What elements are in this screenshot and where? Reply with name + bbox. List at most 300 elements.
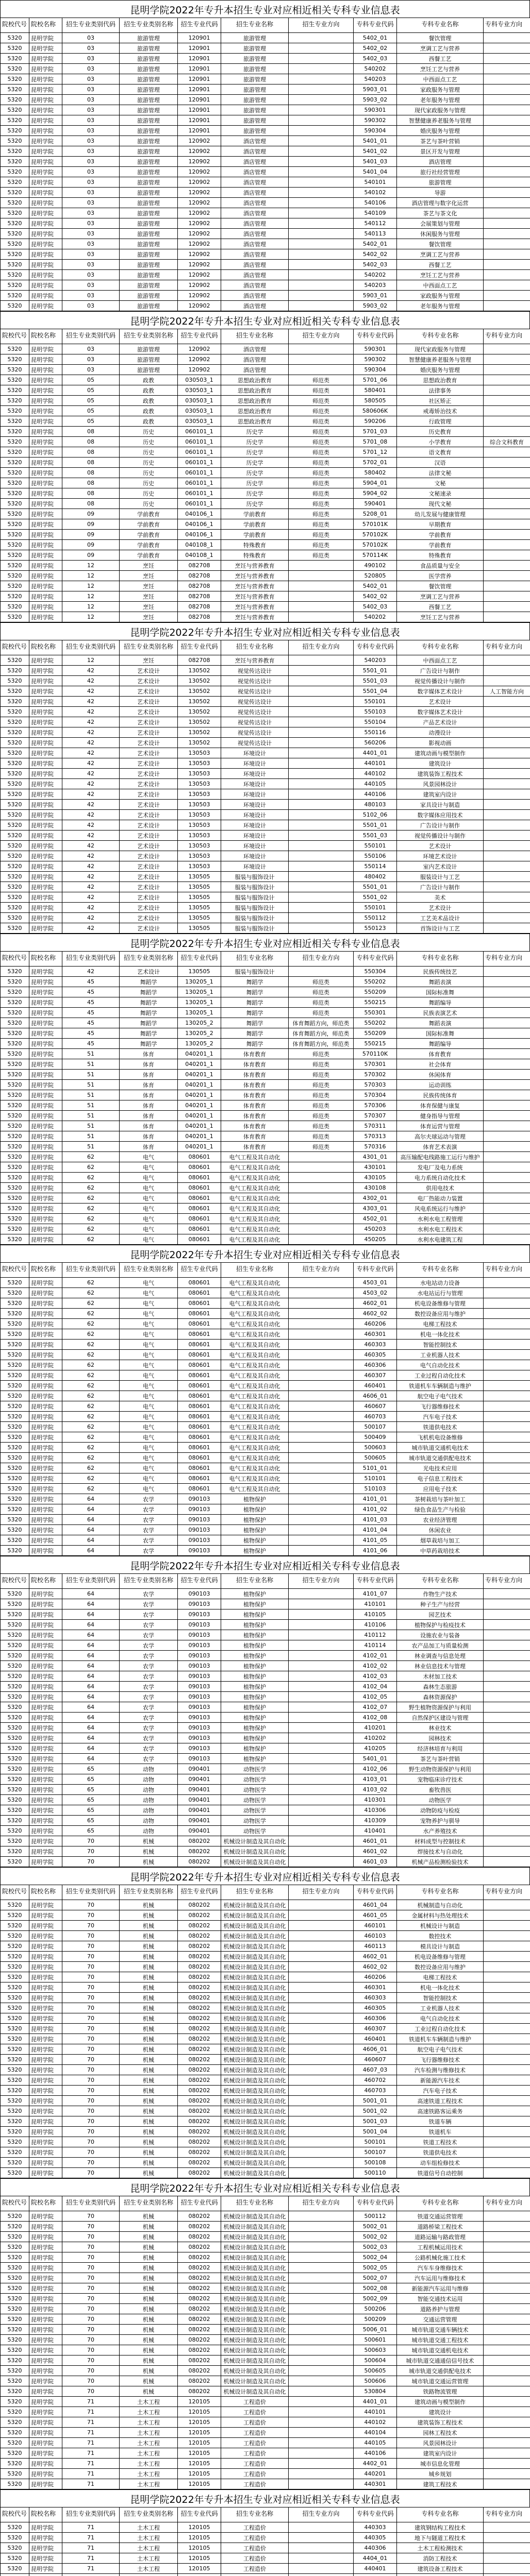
table-cell <box>289 2283 354 2294</box>
table-cell: 昆明学院 <box>29 2222 62 2232</box>
table-cell: 51 <box>62 1121 120 1131</box>
table-cell: 70 <box>62 2273 120 2283</box>
column-header: 招生专业类别名称 <box>120 329 178 344</box>
table-cell: 5320 <box>1 1525 29 1535</box>
table-cell: 师范类 <box>289 457 354 468</box>
table-row <box>1 2222 530 2232</box>
table-cell: 5320 <box>1 1224 29 1234</box>
table-cell <box>484 612 530 622</box>
table-row <box>1 1982 530 1993</box>
table-cell: 5320 <box>1 571 29 581</box>
table-cell: 道路运输与路政管理 <box>397 2232 484 2242</box>
table-cell: 休闲服务与管理 <box>397 229 484 239</box>
table-cell: 电气 <box>120 1193 178 1204</box>
table-cell: 090103 <box>178 1504 221 1515</box>
table-cell: 昆明学院 <box>29 1193 62 1204</box>
table-cell: 师范类 <box>289 406 354 416</box>
table-cell: 5320 <box>1 1589 29 1599</box>
table-cell: 5320 <box>1 1401 29 1412</box>
table-cell: 03 <box>62 239 120 249</box>
table-cell <box>289 1484 354 1494</box>
table-cell: 03 <box>62 115 120 126</box>
table-cell: 080601 <box>178 1319 221 1329</box>
table-row <box>1 1609 530 1620</box>
table-cell: 昆明学院 <box>29 1162 62 1173</box>
table-row <box>1 2304 530 2314</box>
table-cell <box>484 1039 530 1049</box>
table-cell <box>484 1620 530 1630</box>
table-cell: 师范类 <box>289 1008 354 1018</box>
table-cell: 090103 <box>178 1525 221 1535</box>
table-cell: 思想政治教育 <box>221 406 289 416</box>
table-cell: 5401_04 <box>354 167 397 177</box>
column-header: 专科专业方向 <box>484 2507 530 2522</box>
table-cell: 12 <box>62 612 120 622</box>
table-cell: 090401 <box>178 1826 221 1836</box>
table-row <box>1 1224 530 1234</box>
table-cell: 电气工程及其自动化 <box>221 1234 289 1245</box>
table-cell: 5320 <box>1 437 29 447</box>
table-cell: 产品艺术设计 <box>397 717 484 727</box>
table-cell: 昆明学院 <box>29 591 62 602</box>
table-row <box>1 2407 530 2417</box>
table-cell: 5320 <box>1 84 29 95</box>
table-row <box>1 1319 530 1329</box>
table-cell: 130502 <box>178 697 221 707</box>
table-cell: 学前教育 <box>397 530 484 540</box>
table-cell <box>289 2044 354 2055</box>
table-cell: 5320 <box>1 2522 29 2533</box>
table-cell: 昆明学院 <box>29 2428 62 2438</box>
table-cell: 120105 <box>178 2522 221 2533</box>
table-cell <box>289 2417 354 2428</box>
table-cell <box>484 2355 530 2366</box>
table-cell: 建筑设计 <box>397 2407 484 2417</box>
table-cell: 昆明学院 <box>29 1090 62 1100</box>
table-cell <box>289 2469 354 2479</box>
table-cell: 5320 <box>1 1360 29 1370</box>
table-cell: 040106_1 <box>178 519 221 530</box>
table-cell <box>289 1535 354 1546</box>
column-header: 招生专业类别代码 <box>62 1263 120 1278</box>
table-cell <box>484 2407 530 2417</box>
table-cell: 植物保护 <box>221 1504 289 1515</box>
table-cell: 酒店管理 <box>221 301 289 311</box>
table-cell: 080601 <box>178 1463 221 1473</box>
table-cell: 71 <box>62 2417 120 2428</box>
table-cell: 机械设计制造及其自动化 <box>221 2273 289 2283</box>
table-cell <box>484 291 530 301</box>
table-cell: 公路机械化施工技术 <box>397 2252 484 2263</box>
table-cell: 昆明学院 <box>29 800 62 810</box>
table-cell: 120105 <box>178 2448 221 2459</box>
table-cell: 460303 <box>354 1993 397 2003</box>
table-row <box>1 872 530 882</box>
table-cell: 430101 <box>354 1162 397 1173</box>
table-cell <box>484 997 530 1008</box>
column-header: 专科专业名称 <box>397 329 484 344</box>
table-cell: 铁道机车车辆制造与维护 <box>397 2034 484 2044</box>
table-cell: 5320 <box>1 707 29 717</box>
table-cell: 080601 <box>178 1422 221 1432</box>
table-cell: 电气 <box>120 1422 178 1432</box>
table-cell <box>484 987 530 997</box>
column-header: 院校代号 <box>1 1263 29 1278</box>
table-cell: 500603 <box>354 2345 397 2355</box>
table-cell: 64 <box>62 1599 120 1609</box>
table-cell: 03 <box>62 64 120 74</box>
table-cell: 4101_04 <box>354 1525 397 1535</box>
table-cell: 040108_1 <box>178 540 221 550</box>
table-cell: 5320 <box>1 2044 29 2055</box>
table-cell <box>289 2024 354 2034</box>
table-cell: 建筑设计 <box>397 758 484 769</box>
table-title: 昆明学院2022年专升本招生专业对应相近相关专科专业信息表 <box>0 2489 530 2507</box>
column-header: 专科专业方向 <box>484 1885 530 1900</box>
table-cell: 082708 <box>178 571 221 581</box>
table-cell: 62 <box>62 1278 120 1288</box>
table-cell: 酒店管理 <box>221 167 289 177</box>
table-cell: 70 <box>62 2127 120 2137</box>
table-block <box>0 1556 530 1867</box>
table-cell: 45 <box>62 1018 120 1028</box>
table-cell <box>484 2147 530 2158</box>
table-row <box>1 697 530 707</box>
table-cell: 4602_02 <box>354 1309 397 1319</box>
table-cell <box>289 1846 354 1857</box>
table-cell: 5320 <box>1 1319 29 1329</box>
table-row <box>1 2024 530 2034</box>
table-cell: 42 <box>62 872 120 882</box>
table-cell <box>484 1319 530 1329</box>
table-cell: 旅游管理 <box>120 198 178 208</box>
table-cell <box>289 1504 354 1515</box>
table-cell: 4103_01 <box>354 1774 397 1785</box>
table-cell: 师范类 <box>289 550 354 561</box>
table-cell: 5320 <box>1 967 29 977</box>
table-cell: 历史 <box>120 499 178 509</box>
table-cell: 70 <box>62 1931 120 1941</box>
table-row <box>1 851 530 861</box>
table-cell: 工程造价 <box>221 2417 289 2428</box>
table-cell: 5320 <box>1 1723 29 1733</box>
table-cell <box>484 208 530 218</box>
table-cell: 540203 <box>354 280 397 291</box>
table-cell: 机械 <box>120 1900 178 1910</box>
table-cell: 5320 <box>1 1162 29 1173</box>
table-cell: 500605 <box>354 2366 397 2376</box>
table-cell: 4102_08 <box>354 1713 397 1723</box>
table-cell <box>289 43 354 54</box>
table-cell <box>289 861 354 872</box>
table-cell: 5320 <box>1 1494 29 1504</box>
table-block <box>0 934 530 1245</box>
table-cell <box>289 177 354 188</box>
table-cell: 动物医学 <box>221 1785 289 1795</box>
table-cell: 电气工程及其自动化 <box>221 1484 289 1494</box>
table-cell: 昆明学院 <box>29 1910 62 1921</box>
table-cell: 视觉传达设计 <box>221 686 289 697</box>
table-cell: 民族传统技艺 <box>397 967 484 977</box>
table-cell <box>289 365 354 375</box>
table-cell: 机械 <box>120 1993 178 2003</box>
table-row <box>1 2355 530 2366</box>
table-cell <box>289 2055 354 2065</box>
table-cell <box>289 1224 354 1234</box>
table-cell <box>484 1214 530 1224</box>
column-header: 招生专业名称 <box>221 1574 289 1589</box>
table-cell: 430105 <box>354 1173 397 1183</box>
table-cell: 机械设计与制造 <box>397 1921 484 1931</box>
table-cell <box>484 2376 530 2386</box>
table-cell: 080601 <box>178 1443 221 1453</box>
table-cell: 42 <box>62 892 120 903</box>
table-cell: 电气 <box>120 1329 178 1340</box>
table-cell: 艺术设计 <box>120 810 178 820</box>
table-cell: 机械设计制造及其自动化 <box>221 1993 289 2003</box>
table-cell: 动车组检修技术 <box>397 2158 484 2168</box>
table-cell: 5320 <box>1 260 29 270</box>
table-cell: 080202 <box>178 1846 221 1857</box>
column-header: 专科专业方向 <box>484 2196 530 2211</box>
table-cell: 土木工程 <box>120 2417 178 2428</box>
table-cell: 旅游管理 <box>120 84 178 95</box>
table-cell <box>484 488 530 499</box>
table-cell: 120902 <box>178 291 221 301</box>
table-cell: 昆明学院 <box>29 1599 62 1609</box>
table-cell: 5320 <box>1 666 29 676</box>
table-cell <box>484 270 530 280</box>
table-cell: 45 <box>62 1028 120 1039</box>
table-cell: 师范类 <box>289 385 354 396</box>
column-header: 招生专业类别代码 <box>62 18 120 33</box>
table-cell: 5320 <box>1 591 29 602</box>
table-cell <box>289 1401 354 1412</box>
table-cell: 农学 <box>120 1671 178 1682</box>
table-row <box>1 1620 530 1630</box>
table-cell: 电气工程及其自动化 <box>221 1329 289 1340</box>
table-cell: 电气工程及其自动化 <box>221 1288 289 1298</box>
table-cell: 5320 <box>1 2335 29 2345</box>
table-row <box>1 1162 530 1173</box>
table-cell: 71 <box>62 2407 120 2417</box>
table-cell: 环境设计 <box>221 831 289 841</box>
table-cell: 机械设计制造及其自动化 <box>221 2211 289 2222</box>
table-cell: 08 <box>62 427 120 437</box>
table-cell: 4101_07 <box>354 1589 397 1599</box>
table-cell: 历史学 <box>221 437 289 447</box>
table-row <box>1 1952 530 1962</box>
table-cell: 机械 <box>120 2273 178 2283</box>
table-cell: 机械设计制造及其自动化 <box>221 1900 289 1910</box>
table-cell: 080202 <box>178 1900 221 1910</box>
table-cell: 040106_1 <box>178 509 221 519</box>
table-cell: 师范类 <box>289 1090 354 1100</box>
table-cell: 65 <box>62 1785 120 1795</box>
table-cell: 酒店管理 <box>221 188 289 198</box>
table-cell: 5320 <box>1 1059 29 1070</box>
table-cell: 5320 <box>1 841 29 851</box>
table-cell: 5402_03 <box>354 260 397 270</box>
table-title: 昆明学院2022年专升本招生专业对应相近相关专科专业信息表 <box>0 934 530 951</box>
table-cell: 工艺美术品设计 <box>397 913 484 923</box>
table-cell <box>289 561 354 571</box>
table-row <box>1 301 530 311</box>
table-cell: 机械设计制造及其自动化 <box>221 1972 289 1982</box>
table-cell: 昆明学院 <box>29 913 62 923</box>
table-cell: 5320 <box>1 697 29 707</box>
table-cell: 440101 <box>354 758 397 769</box>
table-cell <box>289 2222 354 2232</box>
table-cell: 中西面点工艺 <box>397 280 484 291</box>
table-cell <box>289 2397 354 2407</box>
table-row <box>1 157 530 167</box>
table-cell: 工程造价 <box>221 2522 289 2533</box>
table-cell: 交通运营管理 <box>397 2314 484 2325</box>
table-cell: 5320 <box>1 2283 29 2294</box>
table-cell: 城市轨道交通机电技术 <box>397 2345 484 2355</box>
table-cell <box>289 105 354 115</box>
table-cell: 5320 <box>1 2024 29 2034</box>
table-cell: 植物保护 <box>221 1599 289 1609</box>
column-header: 专科专业名称 <box>397 1263 484 1278</box>
table-cell: 城市轨道交通机电技术 <box>397 1443 484 1453</box>
table-cell: 体育 <box>120 1121 178 1131</box>
table-cell: 5320 <box>1 2055 29 2065</box>
table-row <box>1 2168 530 2178</box>
table-cell: 昆明学院 <box>29 1733 62 1743</box>
table-cell: 动物医学 <box>221 1816 289 1826</box>
table-cell: 新能源汽车技术 <box>397 2075 484 2086</box>
table-cell: 艺术设计 <box>120 717 178 727</box>
table-cell: 590401 <box>354 499 397 509</box>
table-cell <box>484 260 530 270</box>
table-cell: 电气工程及其自动化 <box>221 1162 289 1173</box>
table-cell: 62 <box>62 1432 120 1443</box>
table-cell: 室内艺术设计 <box>397 861 484 872</box>
table-cell <box>484 2158 530 2168</box>
table-cell: 酒店管理 <box>221 198 289 208</box>
table-cell: 艺术设计 <box>120 676 178 686</box>
table-cell: 64 <box>62 1682 120 1692</box>
table-cell: 昆明学院 <box>29 810 62 820</box>
table-cell <box>484 831 530 841</box>
table-cell: 5320 <box>1 1298 29 1309</box>
table-cell: 440105 <box>354 779 397 789</box>
table-cell: 昆明学院 <box>29 1412 62 1422</box>
table-cell: 65 <box>62 1774 120 1785</box>
table-cell: 5320 <box>1 478 29 488</box>
table-cell: 电气 <box>120 1360 178 1370</box>
table-row <box>1 779 530 789</box>
table-cell: 5320 <box>1 1515 29 1525</box>
table-cell: 460305 <box>354 1350 397 1360</box>
column-header: 招生专业类别代码 <box>62 640 120 655</box>
table-cell: 特殊教育 <box>397 550 484 561</box>
table-cell: 5320 <box>1 851 29 861</box>
table-cell <box>484 581 530 591</box>
table-cell: 机械设计制造及其自动化 <box>221 2096 289 2106</box>
table-cell: 130505 <box>178 892 221 903</box>
table-cell: 71 <box>62 2448 120 2459</box>
table-cell: 机械 <box>120 2013 178 2024</box>
table-cell: 建筑动画与模型制作 <box>397 748 484 758</box>
table-row <box>1 2252 530 2263</box>
table-cell: 植物保护 <box>221 1494 289 1504</box>
table-cell: 体育 <box>120 1142 178 1152</box>
table-cell: 昆明学院 <box>29 1070 62 1080</box>
table-cell: 5001_02 <box>354 2106 397 2116</box>
table-cell: 烹饪 <box>120 561 178 571</box>
table-cell: 480103 <box>354 800 397 810</box>
column-header: 招生专业类别代码 <box>62 2507 120 2522</box>
table-row <box>1 820 530 831</box>
table-cell: 12 <box>62 591 120 602</box>
table-cell: 5320 <box>1 1028 29 1039</box>
table-cell: 5320 <box>1 499 29 509</box>
table-cell: 舞蹈学 <box>120 977 178 987</box>
table-cell: 5320 <box>1 198 29 208</box>
table-cell: 机械 <box>120 2283 178 2294</box>
table-cell: 440306 <box>354 2543 397 2553</box>
table-cell: 学前教育 <box>120 540 178 550</box>
table-cell: 120902 <box>178 198 221 208</box>
column-header: 招生专业名称 <box>221 952 289 967</box>
table-cell: 03 <box>62 33 120 43</box>
table-cell <box>484 1993 530 2003</box>
table-cell: 42 <box>62 717 120 727</box>
table-cell <box>484 2522 530 2533</box>
table-cell <box>289 676 354 686</box>
table-row <box>1 1360 530 1370</box>
table-cell: 5320 <box>1 1473 29 1484</box>
table-cell: 植物保护 <box>221 1630 289 1640</box>
table-cell: 服装与服饰设计 <box>221 872 289 882</box>
table-cell: 62 <box>62 1391 120 1401</box>
table-cell: 师范类 <box>289 997 354 1008</box>
table-cell: 5501_01 <box>354 882 397 892</box>
table-cell: 昆明学院 <box>29 457 62 468</box>
table-cell <box>484 1630 530 1640</box>
table-cell: 飞行器维修技术 <box>397 2055 484 2065</box>
table-cell: 旅游管理 <box>120 146 178 157</box>
column-header: 院校名称 <box>29 2196 62 2211</box>
table-cell: 农学 <box>120 1546 178 1556</box>
column-header: 招生专业方向 <box>289 329 354 344</box>
column-header: 招生专业名称 <box>221 329 289 344</box>
table-cell: 71 <box>62 2459 120 2469</box>
table-cell: 社会体育 <box>397 1059 484 1070</box>
table-cell: 42 <box>62 913 120 923</box>
table-cell: 410401 <box>354 1826 397 1836</box>
table-cell: 烹饪工艺与营养 <box>397 612 484 622</box>
table-cell: 42 <box>62 903 120 913</box>
table-cell: 电气 <box>120 1298 178 1309</box>
table-cell <box>484 1846 530 1857</box>
table-cell: 植物保护 <box>221 1743 289 1754</box>
table-row <box>1 561 530 571</box>
table-row <box>1 789 530 800</box>
table-cell: 昆明学院 <box>29 997 62 1008</box>
table-row <box>1 2417 530 2428</box>
table-cell: 机械 <box>120 2355 178 2366</box>
table-cell <box>484 43 530 54</box>
table-cell: 视觉传播设计与制作 <box>397 831 484 841</box>
table-cell: 5320 <box>1 1952 29 1962</box>
table-cell <box>484 218 530 229</box>
table-cell: 5320 <box>1 509 29 519</box>
table-cell: 42 <box>62 861 120 872</box>
